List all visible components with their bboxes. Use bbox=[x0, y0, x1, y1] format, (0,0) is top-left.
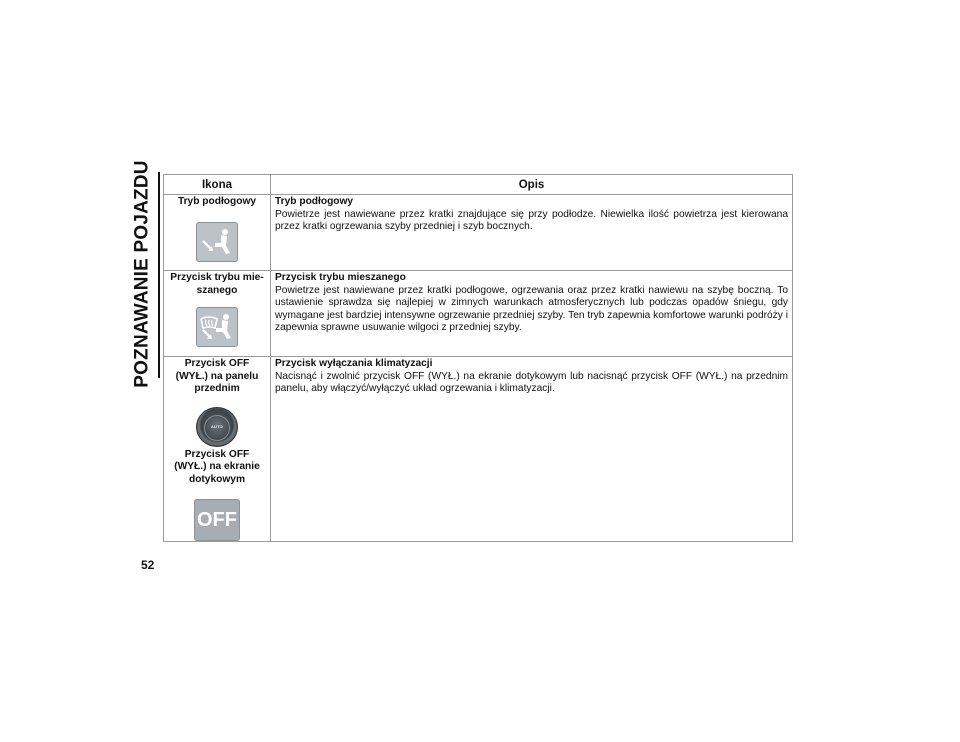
icon-cell bbox=[164, 195, 271, 270]
icon-label: Tryb podłogowy bbox=[177, 196, 257, 207]
off-knob-icon bbox=[196, 407, 238, 447]
floor-mode-icon bbox=[196, 222, 238, 262]
icon-cell bbox=[164, 357, 271, 541]
table-row bbox=[164, 195, 792, 271]
row-text: Powietrze jest nawiewane przez kratki znajdujące się przy podłodze. Niewielka ilość powietrza jest kierowana przez kratki ogrzewania szyby przedniej i szyb bocznych. bbox=[275, 208, 788, 233]
row-title: Przycisk wyłączania klimatyzacji bbox=[275, 358, 433, 369]
header-description: Opis bbox=[518, 178, 545, 191]
icon-label: Przycisk OFF (WYŁ.) na ekranie dotykowym bbox=[174, 448, 260, 485]
off-label: OFF bbox=[197, 508, 237, 531]
mix-mode-icon bbox=[196, 307, 238, 347]
description-cell bbox=[271, 271, 792, 356]
climate-modes-table bbox=[163, 174, 793, 542]
section-title-text: POZNAWANIE POJAZDU bbox=[132, 160, 153, 388]
table-row bbox=[164, 271, 792, 357]
row-title: Przycisk trybu mieszanego bbox=[275, 272, 406, 283]
page-number: 52 bbox=[141, 558, 155, 572]
icon-cell bbox=[164, 271, 271, 356]
table-header bbox=[164, 175, 792, 195]
section-rule bbox=[158, 172, 160, 378]
description-cell bbox=[271, 195, 792, 270]
icon-label: Przycisk trybu mie-szanego bbox=[170, 272, 264, 296]
row-title: Tryb podłogowy bbox=[275, 196, 354, 207]
section-title bbox=[128, 160, 158, 388]
row-text: Powietrze jest nawiewane przez kratki podłogowe, ogrzewania oraz przez kratki nawiewu na szybę boczną. To ustawienie sprawdza się najlepiej w zimnych warunkach atmosferycznych lub podczas opadów śniegu, gdy wymagane jest bardziej intensywne ogrzewanie przedniej szyby. Ten tryb zapewnia komfortowe warunki podróży i zapewnia sprawne usuwanie wilgoci z przedniej szyby. bbox=[275, 284, 788, 334]
off-touchscreen-icon bbox=[194, 499, 240, 541]
icon-label: Przycisk OFF (WYŁ.) na panelu przednim bbox=[175, 358, 259, 394]
knob-label: AUTO bbox=[210, 423, 224, 429]
header-icon: Ikona bbox=[164, 175, 271, 194]
row-text: Nacisnąć i zwolnić przycisk OFF (WYŁ.) na ekranie dotykowym lub nacisnąć przycisk OFF (WYŁ.) na przednim panelu, aby włączyć/wyłączyć układ ogrzewania i klimatyzacji. bbox=[275, 370, 788, 395]
description-cell bbox=[271, 357, 792, 541]
table-row bbox=[164, 357, 792, 541]
